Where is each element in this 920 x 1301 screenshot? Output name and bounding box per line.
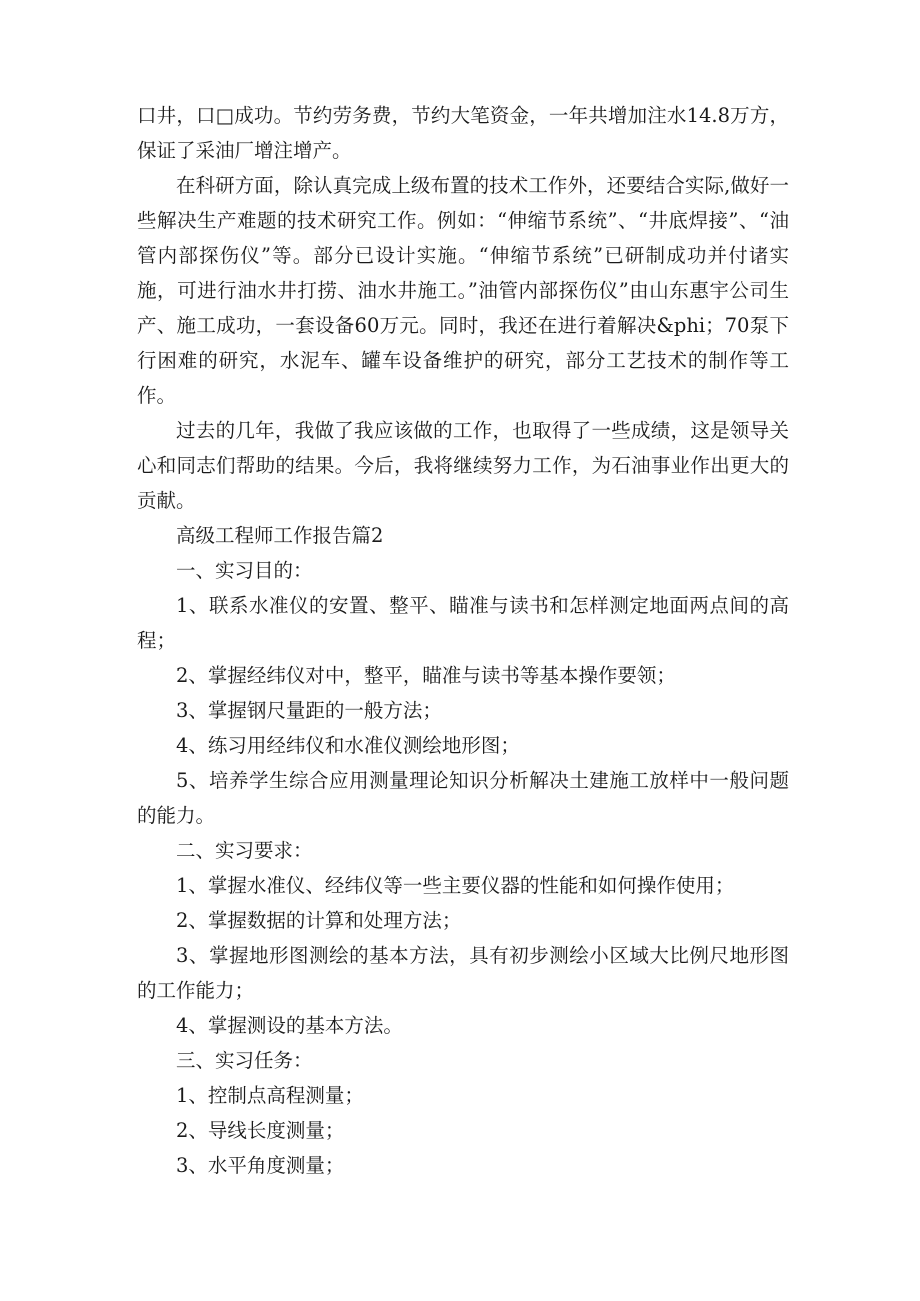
list-item: 3、掌握地形图测绘的基本方法，具有初步测绘小区域大比例尺地形图的工作能力；: [137, 944, 789, 1002]
list-item: 1、控制点高程测量；: [176, 1084, 364, 1107]
list-item: 5、培养学生综合应用测量理论知识分析解决土建施工放样中一般问题的能力。: [137, 769, 789, 827]
list-item: 2、导线长度测量；: [176, 1119, 345, 1142]
list-item: 2、掌握经纬仪对中，整平，瞄准与读书等基本操作要领；: [176, 664, 676, 687]
list-item: 4、练习用经纬仪和水准仪测绘地形图；: [176, 734, 520, 757]
document-page: [137, 98, 789, 1183]
paragraph-summary: 过去的几年，我做了我应该做的工作，也取得了一些成绩，这是领导关心和同志们帮助的结果。今后，我将继续努力工作，为石油事业作出更大的贡献。: [137, 419, 789, 512]
heading-tasks: 三、实习任务：: [176, 1049, 313, 1072]
list-item: 3、掌握钢尺量距的一般方法；: [176, 699, 442, 722]
list-item: 1、掌握水准仪、经纬仪等一些主要仪器的性能和如何操作使用；: [176, 874, 735, 897]
list-item: 3、水平角度测量；: [176, 1154, 345, 1177]
paragraph-research: 在科研方面，除认真完成上级布置的技术工作外，还要结合实际,做好一些解决生产难题的技术研究工作。例如：“伸缩节系统”、“井底焊接”、“油管内部探伤仪”等。部分已设计实施。“伸缩节系统”已研制成功并付诸实施，可进行油水井打捞、油水井施工。”油管内部探伤仪”由山东惠宇公司生产、施工成功，一套设备60万元。同时，我还在进行着解决&phi；70泵下行困难的研究，水泥车、罐车设备维护的研究，部分工艺技术的制作等工作。: [137, 174, 789, 407]
heading-requirements: 二、实习要求：: [176, 839, 313, 862]
section-title: 高级工程师工作报告篇2: [176, 524, 384, 547]
list-item: 1、联系水准仪的安置、整平、瞄准与读书和怎样测定地面两点间的高程；: [137, 594, 789, 652]
heading-purpose: 一、实习目的：: [176, 559, 313, 582]
list-item: 4、掌握测设的基本方法。: [176, 1014, 403, 1037]
paragraph-continuation: 口井，口□成功。节约劳务费，节约大笔资金，一年共增加注水14.8万方，保证了采油厂增注增产。: [137, 104, 789, 162]
list-item: 2、掌握数据的计算和处理方法；: [176, 909, 462, 932]
